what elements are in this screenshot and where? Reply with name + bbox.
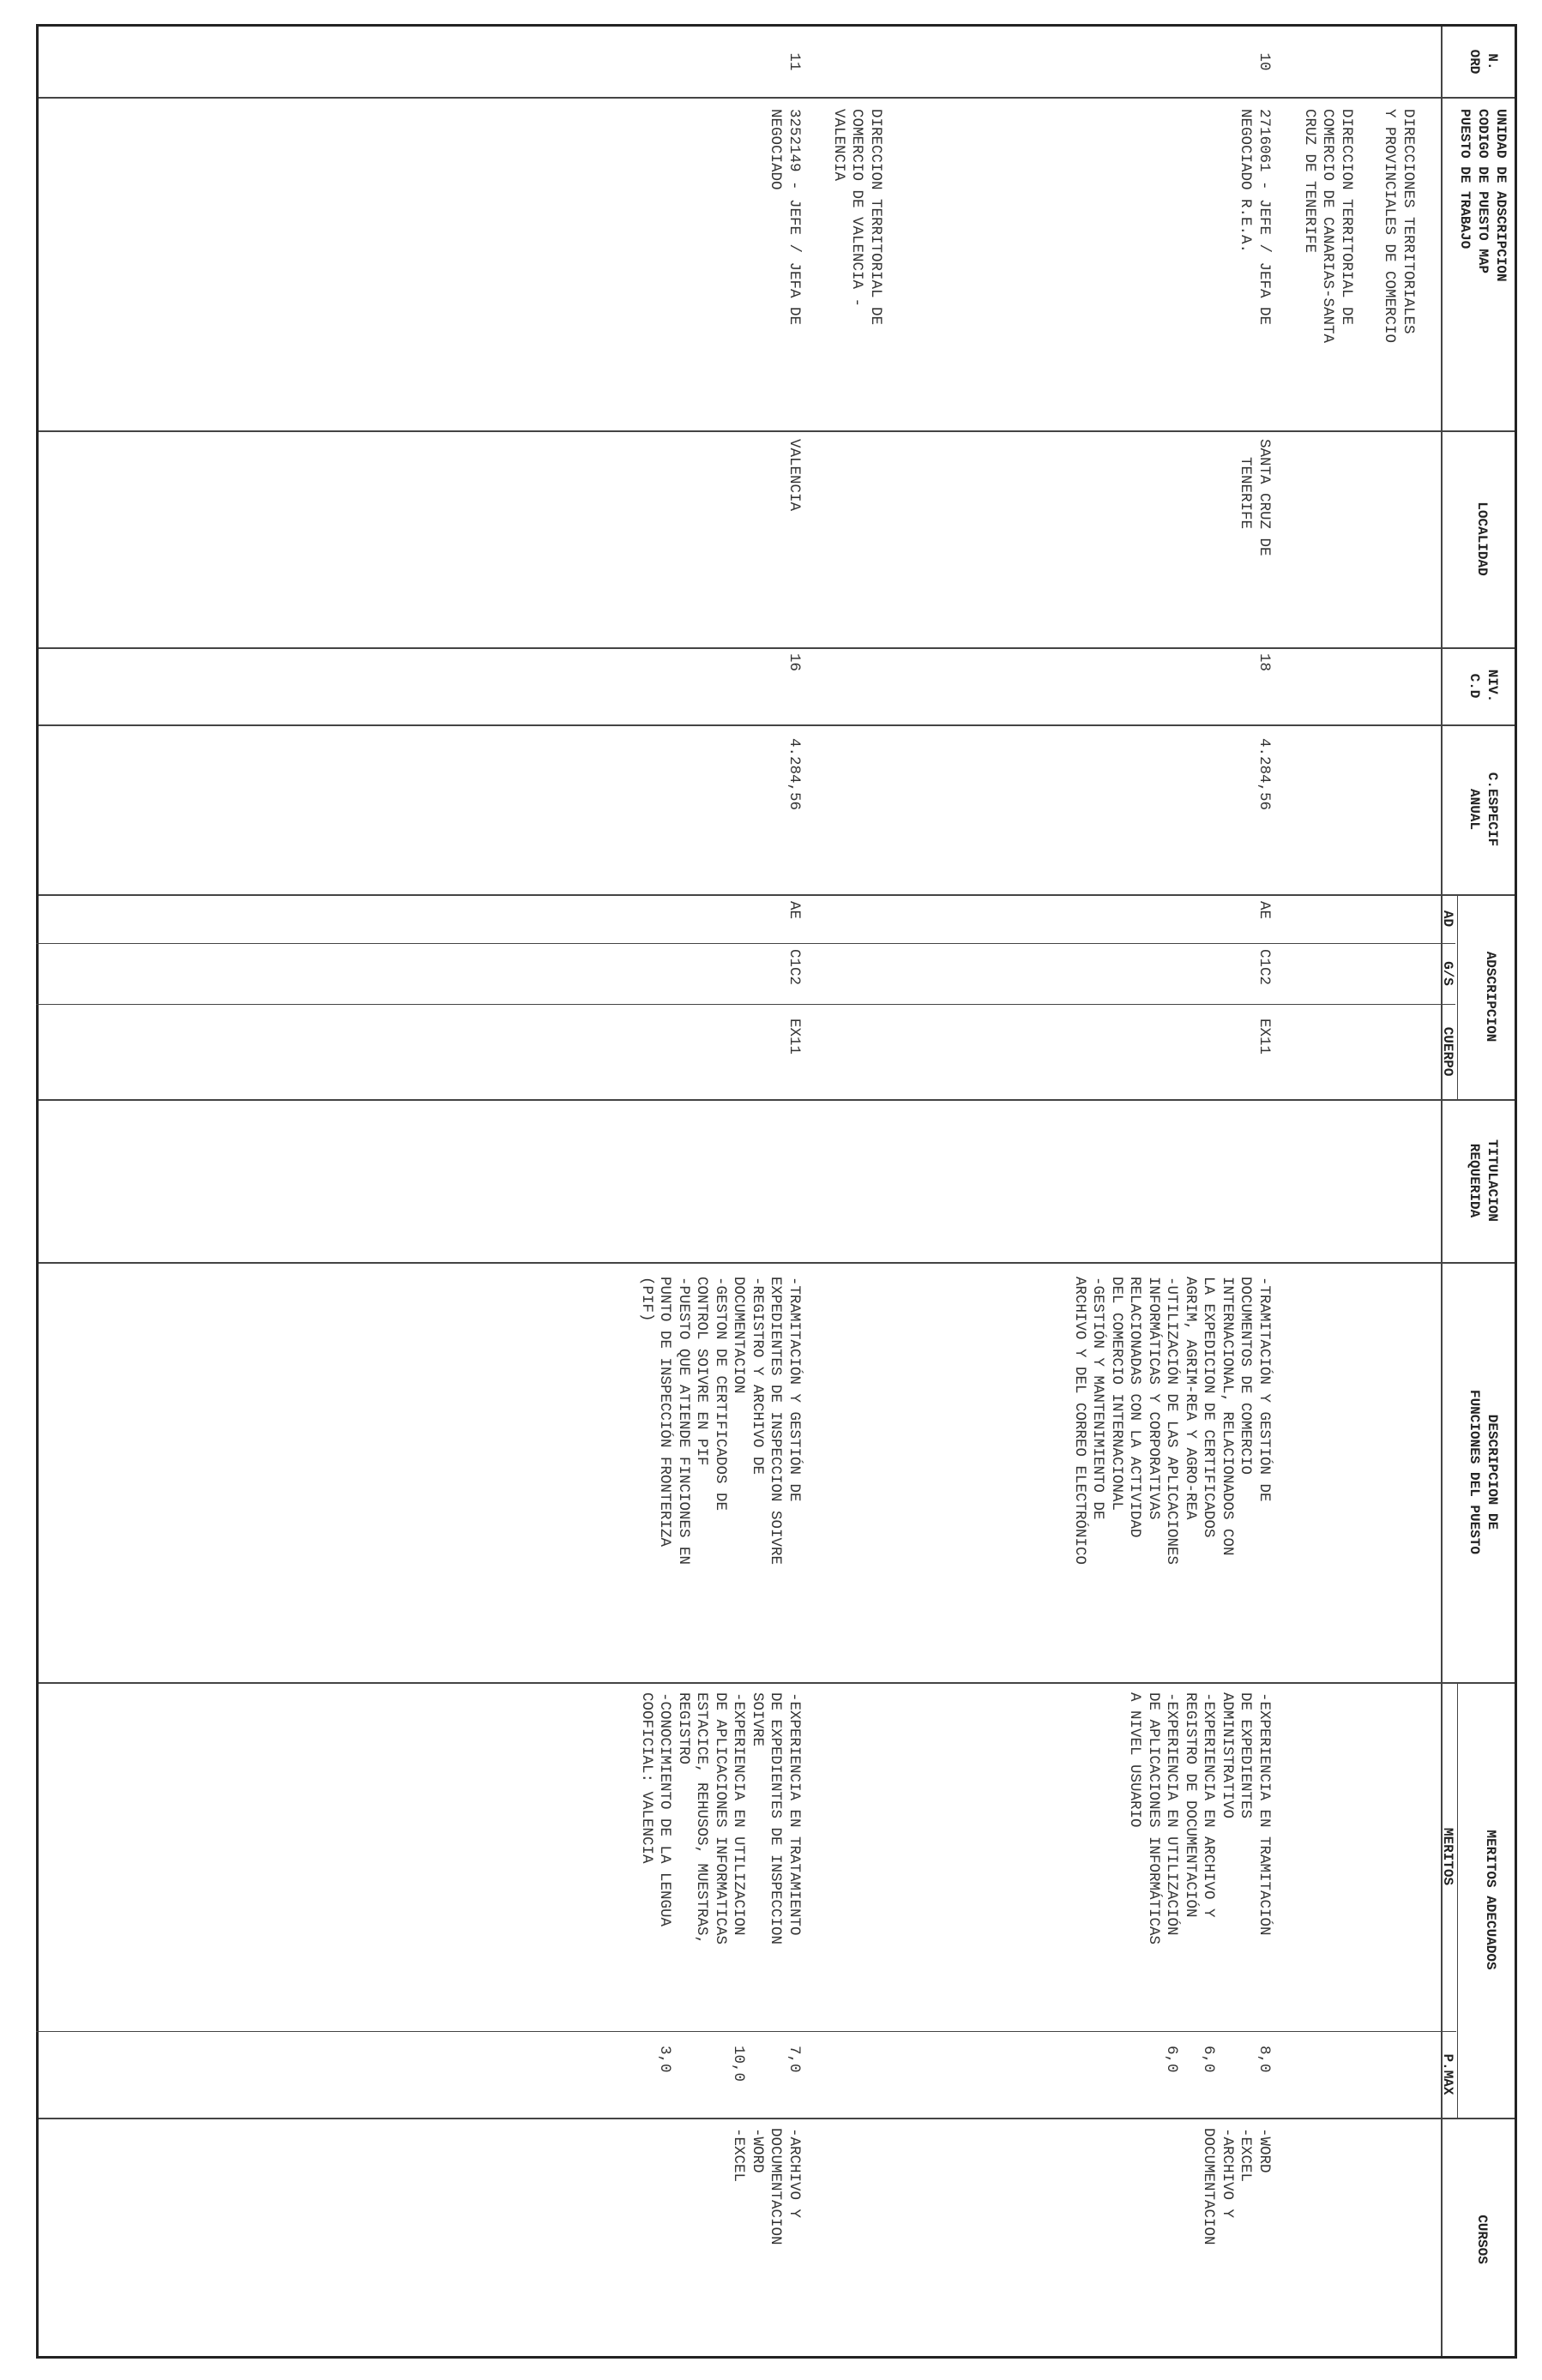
- row-gs: C1C2: [1256, 949, 1273, 986]
- group-valencia: DIRECCION TERRITORIAL DE COMERCIO DE VALENCIA - VALENCIA: [830, 109, 884, 326]
- row-descripcion: -TRAMITACIÓN Y GESTIÓN DE DOCUMENTOS DE COMERCIO INTERNACIONAL, RELACIONADOS CON LA EXPEDICION DE CERTIFICADOS AGRIM, AGRIM-REA Y AGRO-REA -UTILIZACIÓN DE LAS APLICACIONES INFORMÁTICAS Y CORPORATIVAS RELACIONADAS CON LA ACTIVIDAD DEL COMERCIO INTERNACIONAL -GESTIÓN Y MANTENIMIENTO DE ARCHIVO Y DEL CORREO ELECTRÓNICO: [1071, 1277, 1273, 1566]
- row-pmax: 7,0 10,0 3,0: [656, 2046, 803, 2082]
- row-cursos: -WORD -EXCEL -ARCHIVO Y DOCUMENTACION: [1200, 2128, 1273, 2245]
- row-complemento: 4.284,56: [786, 738, 803, 811]
- header-meritos-adecuados: MERITOS ADECUADOS: [1483, 1830, 1498, 1970]
- row-puesto: 2716061 - JEFE / JEFA DE NEGOCIADO R.E.A.: [1237, 109, 1273, 326]
- row-cursos: -ARCHIVO Y DOCUMENTACION -WORD -EXCEL: [730, 2128, 803, 2245]
- row-n-ord: 11: [786, 52, 803, 71]
- header-unidad: UNIDAD DE ADSCRIPCION CODIGO DE PUESTO MAP PUESTO DE TRABAJO: [1457, 109, 1509, 282]
- header-localidad: LOCALIDAD: [1474, 502, 1490, 576]
- row-ad: AE: [1256, 901, 1273, 920]
- row-localidad: VALENCIA: [786, 439, 803, 512]
- row-gs: C1C2: [786, 949, 803, 986]
- row-descripcion: -TRAMITACIÓN Y GESTIÓN DE EXPEDIENTES DE INSPECCION SOIVRE -REGISTRO Y ARCHIVO DE DOCUMENTACION -GESTON DE CERTIFICADOS DE CONTROL SOIVRE EN PIF -PUESTO QUE ATIENDE FINCIONES EN PUNTO DE INSPECCIÓN FRONTERIZA (PIF): [638, 1277, 803, 1566]
- row-n-ord: 10: [1256, 52, 1273, 71]
- header-complemento: C.ESPECIF ANUAL: [1467, 772, 1500, 847]
- header-n-ord: N. ORD: [1467, 49, 1500, 75]
- group-canarias: DIRECCION TERRITORIAL DE COMERCIO DE CANARIAS-SANTA CRUZ DE TENERIFE: [1301, 109, 1355, 344]
- header-cuerpo: CUERPO: [1440, 1026, 1455, 1077]
- header-titulacion: TITULACION REQUERIDA: [1467, 1139, 1500, 1222]
- header-descripcion: DESCRIPCION DE FUNCIONES DEL PUESTO: [1467, 1389, 1500, 1555]
- row-cuerpo: EX11: [1256, 1019, 1273, 1055]
- header-ad: AD: [1440, 910, 1455, 928]
- rpt-table: [36, 24, 1517, 2359]
- row-localidad: SANTA CRUZ DE TENERIFE: [1237, 439, 1273, 556]
- group-direcciones: DIRECCIONES TERRITORIALES Y PROVINCIALES DE COMERCIO: [1381, 109, 1417, 344]
- row-puesto: 3252149 - JEFE / JEFA DE NEGOCIADO: [767, 109, 803, 326]
- row-nivel: 16: [786, 653, 803, 672]
- row-pmax: 8,0 6,0 6,0: [1163, 2046, 1273, 2073]
- header-gs: G/S: [1440, 961, 1455, 986]
- header-pmax: P.MAX: [1440, 2053, 1455, 2095]
- header-meritos: MERITOS: [1440, 1827, 1455, 1886]
- header-nivel: NIV. C.D: [1467, 669, 1500, 703]
- row-ad: AE: [786, 901, 803, 920]
- row-meritos: -EXPERIENCIA EN TRAMITACIÓN DE EXPEDIENTES ADMINISTRATIVO -EXPERIENCIA EN ARCHIVO Y REGISTRO DE DOCUMENTACIÓN -EXPERIENCIA EN UTILIZACIÓN DE APLICACIONES INFORMÁTICAS A NIVEL USUARIO: [1126, 1692, 1273, 1945]
- header-adscripcion: ADSCRIPCION: [1483, 951, 1498, 1043]
- header-cursos: CURSOS: [1474, 2215, 1490, 2264]
- row-meritos: -EXPERIENCIA EN TRATAMIENTO DE EXPEDIENTES DE INSPECCION SOIVRE -EXPERIENCIA EN UTILIZACION DE APLICACIONES INFORMATICAS ESTACICE, REHUSOS, MUESTRAS, REGISTRO -CONOCIMIENTO DE LA LENGUA COOFICIAL: VALENCIA: [638, 1692, 803, 1945]
- row-nivel: 18: [1256, 653, 1273, 672]
- row-cuerpo: EX11: [786, 1019, 803, 1055]
- row-complemento: 4.284,56: [1256, 738, 1273, 811]
- rpt-page: [1, 0, 1542, 2380]
